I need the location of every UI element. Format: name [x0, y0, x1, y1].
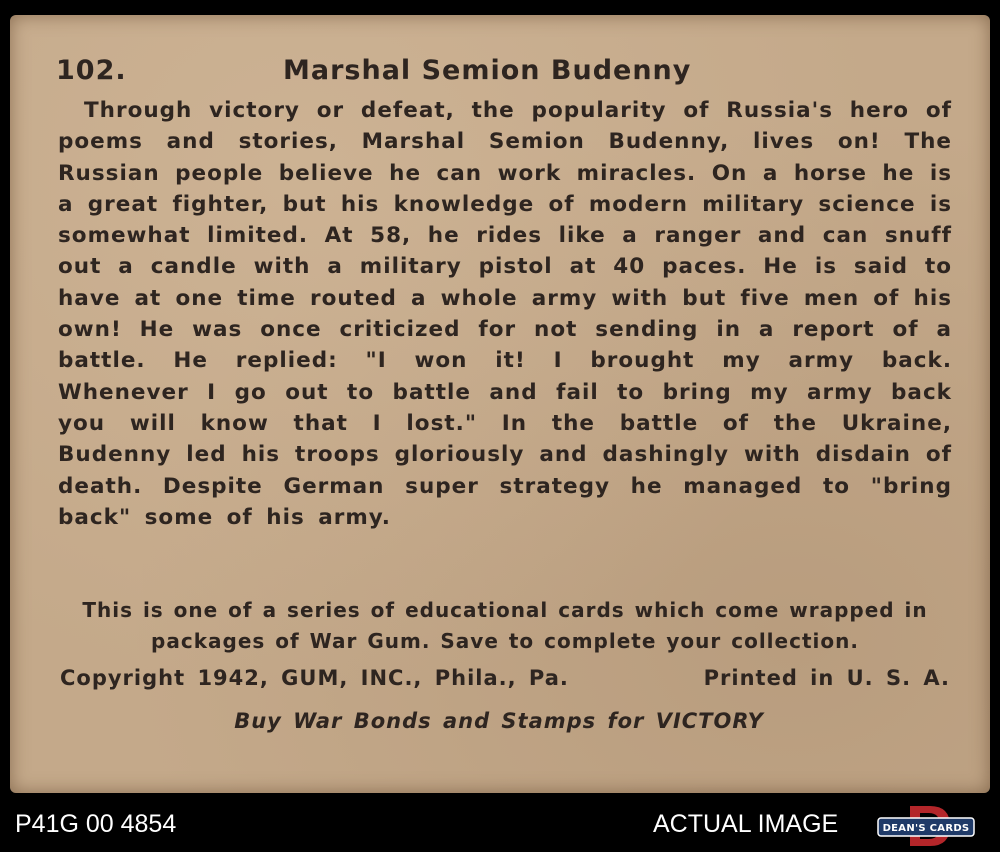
cert-number: P41G 00 4854: [15, 810, 177, 838]
copyright-line: Copyright 1942, GUM, INC., Phila., Pa.: [60, 666, 569, 690]
card-body-text: Through victory or defeat, the popularity of Russia's hero of poems and stories, Marshal Semion Budenny, lives on! The Russian people believe he can work miracles. On a horse he is a great fighter, but his knowledge of modern military science is somewhat limited. At 58, he rides like a ranger and can snuff out a candle with a military pistol at 40 paces. He is said to have at one time routed a whole army with but five men of his own! He was once criticized for not sending in a report of a battle. He replied: "I won it! I brought my army back. Whenever I go out to battle and fail to bring my army back you will know that I lost." In the battle of the Ukraine, Budenny led his troops gloriously and dashingly with disdain of death. Despite German super strategy he managed to "bring back" some of his army.: [58, 98, 952, 530]
war-bonds-slogan: Buy War Bonds and Stamps for VICTORY: [234, 709, 764, 733]
series-note: This is one of a series of educational cards which come wrapped in packages of War Gum. Save to complete your collection.: [82, 598, 928, 653]
card-number: 102.: [56, 55, 127, 86]
deans-cards-logo: [876, 804, 976, 848]
card-title: Marshal Semion Budenny: [283, 55, 692, 86]
actual-image-label: ACTUAL IMAGE: [653, 810, 839, 838]
card-back: [10, 15, 990, 793]
svg-text:DEAN'S CARDS: DEAN'S CARDS: [882, 823, 970, 834]
printed-in-line: Printed in U. S. A.: [703, 666, 950, 690]
